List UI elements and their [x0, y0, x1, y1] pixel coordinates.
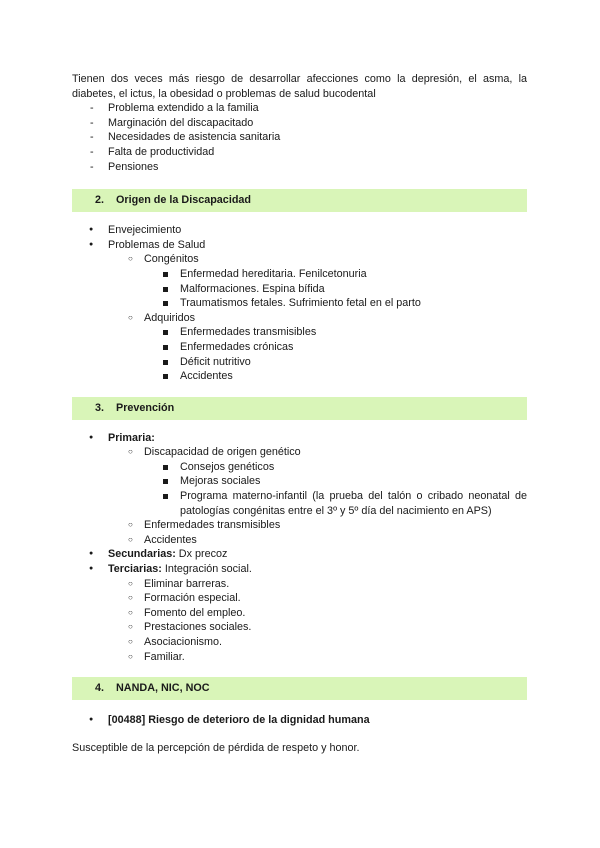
- list-item: [108, 252, 527, 310]
- section-title: Origen de la Discapacidad: [116, 194, 252, 207]
- list-item: Traumatismos fetales. Sufrimiento fetal en el parto: [144, 296, 527, 311]
- list-item-text: Integración social.: [161, 563, 252, 576]
- list-item: ○ Enfermedades transmisibles: [108, 518, 527, 533]
- list-item: Enfermedades transmisibles: [144, 325, 527, 340]
- list-item: [108, 311, 527, 384]
- section-heading-nanda: [72, 677, 527, 700]
- list-item: [72, 431, 527, 548]
- list-item: ○ Eliminar barreras.: [108, 577, 527, 592]
- nanda-list: [72, 713, 527, 728]
- list-item: Déficit nutritivo: [144, 355, 527, 370]
- list-item: Enfermedad hereditaria. Fenilcetonuria: [144, 267, 527, 282]
- list-item: Programa materno-infantil (la prueba del talón o cribado neonatal de patologías congénitas entre el 3º y 5º día del nacimiento en APS): [144, 489, 527, 518]
- list-item: ○ Accidentes: [108, 533, 527, 548]
- list-item-label: Envejecimiento: [108, 224, 182, 237]
- list-item: [72, 547, 527, 562]
- section-title: Prevención: [116, 401, 175, 414]
- section-heading-prevencion: [72, 397, 527, 420]
- list-item-label: Problemas de Salud: [108, 238, 206, 251]
- list-item: Consejos genéticos: [144, 460, 527, 475]
- list-item: Mejoras sociales: [144, 474, 527, 489]
- list-item: ○ Asociacionismo.: [108, 635, 527, 650]
- section-title: NANDA, NIC, NOC: [116, 682, 210, 695]
- list-item: ○ Fomento del empleo.: [108, 606, 527, 621]
- origen-list: [72, 223, 527, 384]
- list-item: [72, 223, 527, 238]
- list-item: - Pensiones: [72, 160, 527, 175]
- list-item: - Problema extendido a la familia: [72, 101, 527, 116]
- list-item: Enfermedades crónicas: [144, 340, 527, 355]
- section-number: 2.: [95, 194, 105, 207]
- list-item-label: Discapacidad de origen genético: [144, 446, 301, 459]
- section-heading-origen: [72, 189, 527, 212]
- list-item: Malformaciones. Espina bífida: [144, 282, 527, 297]
- intro-paragraph: Tienen dos veces más riesgo de desarrollar afecciones como la depresión, el asma, la diabetes, el ictus, la obesidad o problemas de salud bucodental: [72, 73, 527, 100]
- consequences-list: [72, 101, 527, 174]
- list-item: Accidentes: [144, 369, 527, 384]
- list-item: - Falta de productividad: [72, 145, 527, 160]
- prevencion-list: [72, 431, 527, 665]
- list-item: [72, 562, 527, 664]
- list-item: [72, 238, 527, 384]
- list-item: ○ Prestaciones sociales.: [108, 620, 527, 635]
- section-number: 4.: [95, 682, 105, 695]
- diagnosis-definition: Susceptible de la percepción de pérdida de respeto y honor.: [72, 741, 360, 754]
- list-item-label: Adquiridos: [144, 311, 196, 324]
- list-item-label: Primaria:: [108, 431, 155, 444]
- list-item: - Marginación del discapacitado: [72, 116, 527, 131]
- list-item: [108, 445, 527, 518]
- list-item-label: Terciarias:: [108, 563, 162, 576]
- diagnosis-item: ● [00488] Riesgo de deterioro de la dignidad humana: [72, 713, 527, 728]
- list-item-label: Secundarias:: [108, 548, 176, 561]
- list-item: - Necesidades de asistencia sanitaria: [72, 130, 527, 145]
- list-item: ○ Familiar.: [108, 650, 527, 665]
- list-item: ○ Formación especial.: [108, 591, 527, 606]
- list-item-label: Congénitos: [144, 253, 199, 266]
- section-number: 3.: [95, 401, 105, 414]
- list-item-text: Dx precoz: [175, 548, 228, 561]
- document-page: [72, 72, 527, 755]
